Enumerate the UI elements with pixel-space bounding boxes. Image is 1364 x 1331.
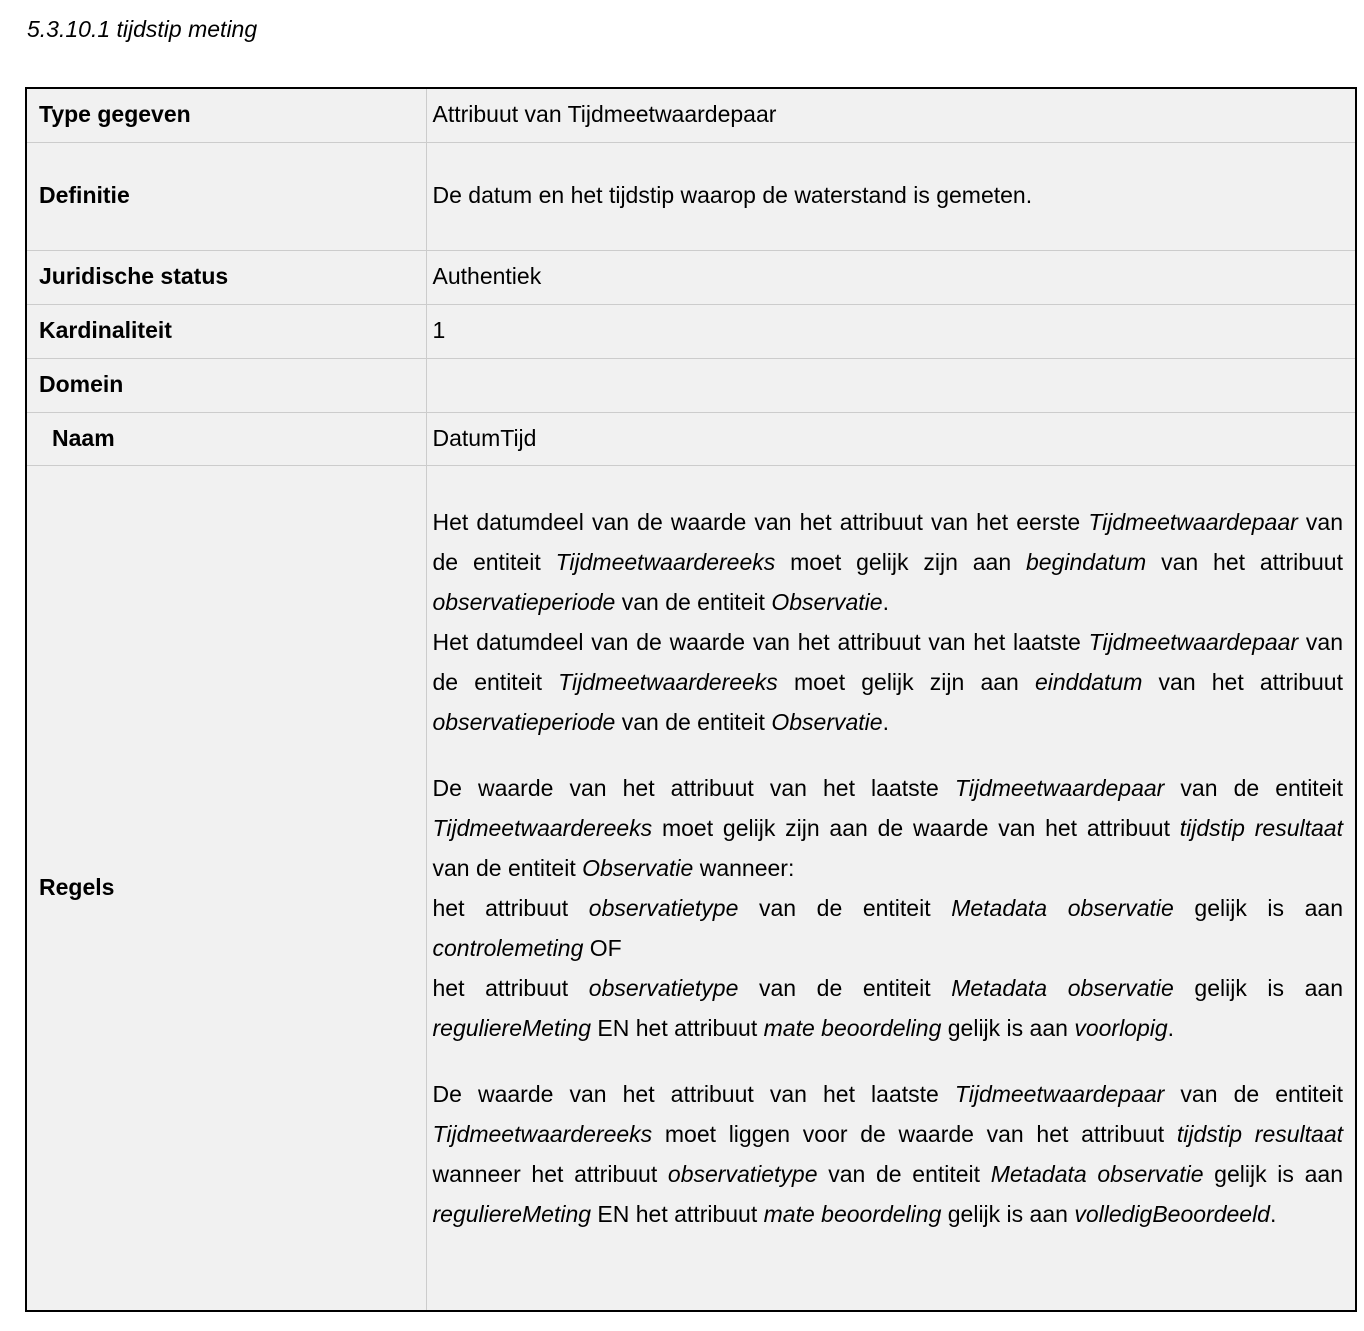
regels-content bbox=[433, 466, 1344, 1264]
row-value-definitie: De datum en het tijdstip waarop de waterstand is gemeten. bbox=[426, 142, 1356, 250]
table-row bbox=[26, 142, 1356, 250]
regels-paragraph: het attribuut observatietype van de entiteit Metadata observatie gelijk is aan reguliereMeting EN het attribuut mate beoordeling gelijk is aan voorlopig. bbox=[432, 974, 1344, 1041]
regels-paragraph: De waarde van het attribuut van het laatste Tijdmeetwaardepaar van de entiteit Tijdmeetwaardereeks moet liggen voor de waarde van het attribuut tijdstip resultaat wanneer het attribuut observatietype van de entiteit Metadata observatie gelijk is aan reguliereMeting EN het attribuut mate beoordeling gelijk is aan volledigBeoordeeld. bbox=[432, 1080, 1343, 1227]
row-value-domein bbox=[426, 358, 1356, 412]
row-label-juridische-status: Juridische status bbox=[26, 250, 426, 304]
attribute-definition-table bbox=[25, 87, 1357, 1312]
row-label-regels: Regels bbox=[26, 465, 426, 1311]
table-row bbox=[26, 88, 1356, 142]
row-label-naam: Naam bbox=[26, 412, 426, 465]
regels-paragraph: De waarde van het attribuut van het laatste Tijdmeetwaardepaar van de entiteit Tijdmeetwaardereeks moet gelijk zijn aan de waarde van het attribuut tijdstip resultaat van de entiteit Observatie wanneer: bbox=[432, 774, 1343, 881]
row-value-naam: DatumTijd bbox=[426, 412, 1356, 465]
section-heading: 5.3.10.1 tijdstip meting bbox=[27, 16, 258, 42]
row-value-juridische-status: Authentiek bbox=[426, 250, 1356, 304]
row-value-type-gegeven: Attribuut van Tijdmeetwaardepaar bbox=[426, 88, 1356, 142]
table-row bbox=[26, 304, 1356, 358]
regels-block bbox=[433, 1074, 1344, 1234]
table-row bbox=[26, 250, 1356, 304]
row-label-type-gegeven: Type gegeven bbox=[26, 88, 426, 142]
regels-paragraph: Het datumdeel van de waarde van het attribuut van het laatste Tijdmeetwaardepaar van de entiteit Tijdmeetwaardereeks moet gelijk zijn aan einddatum van het attribuut observatieperiode van de entiteit Observatie. bbox=[432, 628, 1343, 735]
row-label-definitie: Definitie bbox=[26, 142, 426, 250]
regels-block bbox=[433, 502, 1344, 742]
table-row bbox=[26, 465, 1356, 1311]
table-row bbox=[26, 412, 1356, 465]
table-row bbox=[26, 358, 1356, 412]
regels-block bbox=[433, 768, 1344, 1048]
regels-paragraph: Het datumdeel van de waarde van het attribuut van het eerste Tijdmeetwaardepaar van de entiteit Tijdmeetwaardereeks moet gelijk zijn aan begindatum van het attribuut observatieperiode van de entiteit Observatie. bbox=[432, 508, 1343, 615]
row-value-kardinaliteit: 1 bbox=[426, 304, 1356, 358]
row-label-kardinaliteit: Kardinaliteit bbox=[26, 304, 426, 358]
regels-paragraph: het attribuut observatietype van de entiteit Metadata observatie gelijk is aan controlemeting OF bbox=[432, 894, 1344, 961]
row-value-regels bbox=[426, 465, 1356, 1311]
row-label-domein: Domein bbox=[26, 358, 426, 412]
